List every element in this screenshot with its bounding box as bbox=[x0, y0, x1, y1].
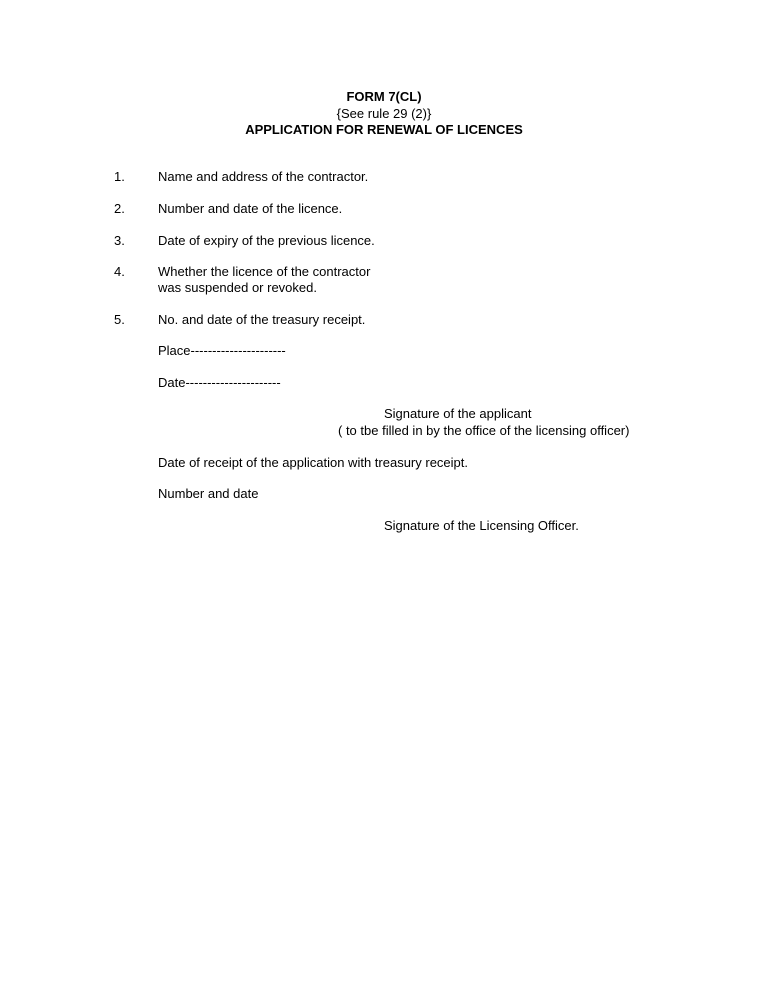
item-number-4: 4. bbox=[114, 264, 125, 279]
item-text-2: Number and date of the licence. bbox=[158, 201, 343, 216]
applicant-signature: Signature of the applicant bbox=[384, 406, 532, 421]
date-line: Date---------------------- bbox=[158, 375, 281, 390]
licensing-officer-signature: Signature of the Licensing Officer. bbox=[384, 518, 579, 533]
item-text-1: Name and address of the contractor. bbox=[158, 169, 369, 184]
item-text-4-line-1: Whether the licence of the contractor bbox=[158, 264, 371, 279]
form-heading: APPLICATION FOR RENEWAL OF LICENCES bbox=[245, 122, 523, 137]
item-text-4-line-2: was suspended or revoked. bbox=[158, 280, 317, 295]
form-title: FORM 7(CL) bbox=[346, 89, 422, 104]
item-text-5: No. and date of the treasury receipt. bbox=[158, 312, 366, 327]
item-number-5: 5. bbox=[114, 312, 125, 327]
rule-reference: {See rule 29 (2)} bbox=[336, 105, 432, 121]
item-number-3: 3. bbox=[114, 233, 125, 248]
item-number-2: 2. bbox=[114, 201, 125, 216]
office-note: ( to tbe filled in by the office of the licensing officer) bbox=[338, 423, 630, 438]
item-number-1: 1. bbox=[114, 169, 125, 184]
receipt-date-line: Date of receipt of the application with treasury receipt. bbox=[158, 455, 468, 470]
item-text-3: Date of expiry of the previous licence. bbox=[158, 233, 375, 248]
form-header bbox=[0, 89, 768, 139]
place-line: Place---------------------- bbox=[158, 343, 286, 358]
number-date-line: Number and date bbox=[158, 486, 259, 501]
